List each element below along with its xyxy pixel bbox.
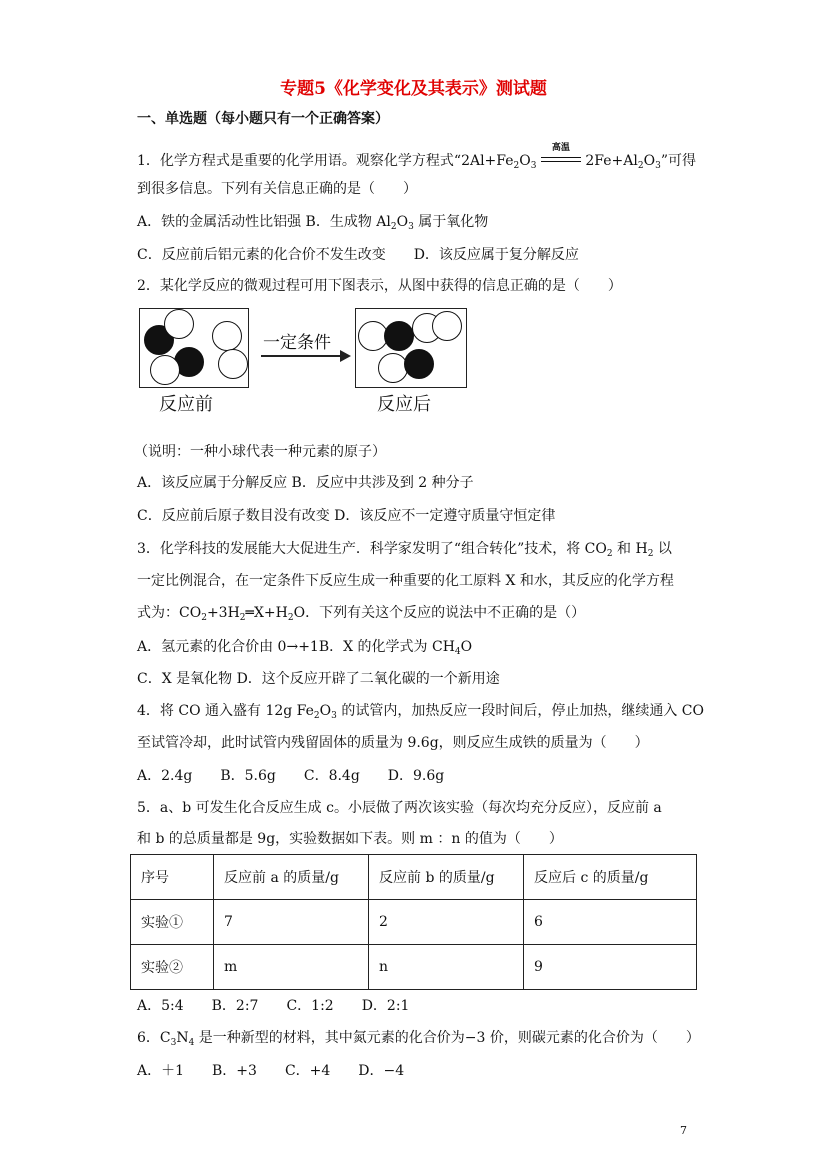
q5-options: A．5:4 B．2:7 C．1:2 D．2:1: [137, 998, 410, 1014]
q3-option-cd: C．X 是氧化物 D．这个反应开辟了二氧化碳的一个新用途: [137, 671, 500, 687]
table-header-cell: 序号: [131, 855, 214, 900]
table-cell: 2: [369, 900, 524, 945]
arrow-label: 一定条件: [263, 333, 331, 353]
q3-sub: 2: [239, 613, 246, 623]
before-label: 反应前: [159, 394, 213, 415]
experiment-table: [130, 854, 697, 990]
section-heading: 一、单选题（每小题只有一个正确答案）: [137, 111, 389, 127]
q5-line2: 和 b 的总质量都是 9g，实验数据如下表。则 m ：n 的值为（ ）: [137, 831, 563, 847]
q3-line3: [137, 602, 585, 623]
q1-option-cd: C．反应前后铝元素的化合价不发生改变 D．该反应属于复分解反应: [137, 247, 579, 263]
arrow-head-icon: [340, 350, 351, 362]
q4-text-a: 4．将 CO 通入盛有 12g Fe: [137, 703, 314, 719]
q6-text-a: 6．C: [137, 1030, 171, 1046]
q1-line1: [137, 143, 696, 171]
q1-sub: 3: [655, 161, 661, 171]
q6-text-c: 是一种新型的材料，其中氮元素的化合价为−3 价，则碳元素的化合价为（ ）: [194, 1030, 700, 1046]
q3-option-ab: [137, 636, 472, 657]
q4-line1: [137, 700, 704, 721]
light-atom: [164, 309, 194, 339]
table-header-cell: 反应前 b 的质量/g: [369, 855, 524, 900]
q5-line1: 5．a、b 可发生化合反应生成 c。小辰做了两次该实验（每次均充分反应），反应前 a: [137, 800, 662, 816]
q4-text-c: 的试管内，加热反应一段时间后，停止加热，继续通入 CO: [336, 703, 704, 719]
table-cell: m: [214, 945, 369, 990]
q3-text-a: 式为：CO: [137, 605, 202, 621]
q4-options: A．2.4g B．5.6g C．8.4g D．9.6g: [137, 768, 445, 784]
q6-sub: 3: [170, 1038, 177, 1048]
table-cell: 6: [524, 900, 697, 945]
light-atom: [212, 321, 242, 351]
table-row: [131, 900, 697, 945]
q3-text-b: +3H: [206, 605, 240, 621]
q1-text-a: 1．化学方程式是重要的化学用语。观察化学方程式“2Al+Fe: [137, 153, 514, 169]
eq-bar-top: [541, 157, 581, 158]
q3-text-d: O．下列有关这个反应的说法中不正确的是（）: [293, 605, 586, 621]
table-cell: 实验①: [131, 900, 214, 945]
q4-text-b: O: [319, 703, 332, 719]
page-number: 7: [680, 1124, 687, 1137]
q3-sub: 2: [647, 549, 654, 559]
q3-sub: 4: [454, 647, 461, 657]
eq-bar-bottom: [541, 161, 581, 162]
q6-text-b: N: [176, 1030, 189, 1046]
q1-sub: 2: [637, 161, 644, 171]
dark-atom: [404, 349, 434, 379]
light-atom: [432, 311, 462, 341]
q2-option-cd: C．反应前后原子数目没有改变 D．该反应不一定遵守质量守恒定律: [137, 508, 556, 524]
q6-options: A．＋1 B．+3 C．+4 D．−4: [137, 1063, 405, 1079]
q1-sub: 3: [530, 161, 537, 171]
q3-line2: 一定比例混合，在一定条件下反应生成一种重要的化工原料 X 和水，其反应的化学方程: [137, 573, 674, 589]
table-cell: 7: [214, 900, 369, 945]
q1-option-b-end: 属于氧化物: [413, 214, 489, 230]
q1-option-ab: [137, 211, 488, 232]
q1-sub: 3: [408, 222, 414, 232]
page-title: 专题5《化学变化及其表示》测试题: [280, 79, 547, 99]
q1-sub: 2: [390, 222, 397, 232]
q1-sub: 2: [513, 161, 520, 171]
q1-text-c: 2Fe+Al: [585, 153, 638, 169]
arrow-shaft: [261, 355, 341, 357]
reaction-condition-sign: [541, 143, 581, 168]
q3-text-c: ═X+H: [245, 605, 288, 621]
q3-sub: 2: [201, 613, 207, 623]
q2-stem: 2．某化学反应的微观过程可用下图表示，从图中获得的信息正确的是（ ）: [137, 278, 622, 294]
q1-option-b-text: O: [396, 214, 409, 230]
q1-text-b: O: [519, 153, 531, 169]
q6-sub: 4: [188, 1038, 195, 1048]
q2-note: （说明：一种小球代表一种元素的原子）: [134, 444, 386, 460]
table-header-cell: 反应前 a 的质量/g: [214, 855, 369, 900]
q4-line2: 至试管冷却，此时试管内残留固体的质量为 9.6g，则反应生成铁的质量为（ ）: [137, 735, 649, 751]
q3-sub: 2: [606, 549, 613, 559]
q3-text-a: 3．化学科技的发展能大大促进生产．科学家发明了“组合转化”技术，将 CO: [137, 541, 607, 557]
table-header-cell: 反应后 c 的质量/g: [524, 855, 697, 900]
q1-line2: 到很多信息。下列有关信息正确的是（ ）: [137, 181, 417, 197]
reaction-condition: 高温: [551, 143, 570, 153]
after-label: 反应后: [377, 394, 431, 415]
q3-option-text-end: O: [460, 639, 473, 655]
table-row: [131, 945, 697, 990]
light-atom: [150, 355, 180, 385]
q6-line1: [137, 1027, 700, 1048]
q3-line1: [137, 538, 672, 559]
q4-sub: 3: [331, 711, 337, 721]
table-header-row: [131, 855, 697, 900]
table-cell: 实验②: [131, 945, 214, 990]
before-box: [139, 308, 249, 388]
q3-sub: 2: [287, 613, 294, 623]
q2-option-ab: A．该反应属于分解反应 B．反应中共涉及到 2 种分子: [137, 475, 474, 491]
q3-text-b: 和 H: [612, 541, 648, 557]
light-atom: [218, 349, 248, 379]
q1-option-a-text: A．铁的金属活动性比铝强 B．生成物 Al: [137, 214, 391, 230]
dark-atom: [384, 321, 414, 351]
q1-text-d: O: [643, 153, 656, 169]
q1-text-e: ”可得: [660, 153, 696, 169]
q4-sub: 2: [313, 711, 320, 721]
q3-text-c: 以: [653, 541, 672, 557]
after-box: [355, 308, 467, 388]
reaction-diagram: [137, 300, 477, 420]
table-cell: n: [369, 945, 524, 990]
light-atom: [378, 353, 408, 383]
table-cell: 9: [524, 945, 697, 990]
q3-option-text: A．氢元素的化合价由 0→+1B．X 的化学式为 CH: [137, 639, 455, 655]
